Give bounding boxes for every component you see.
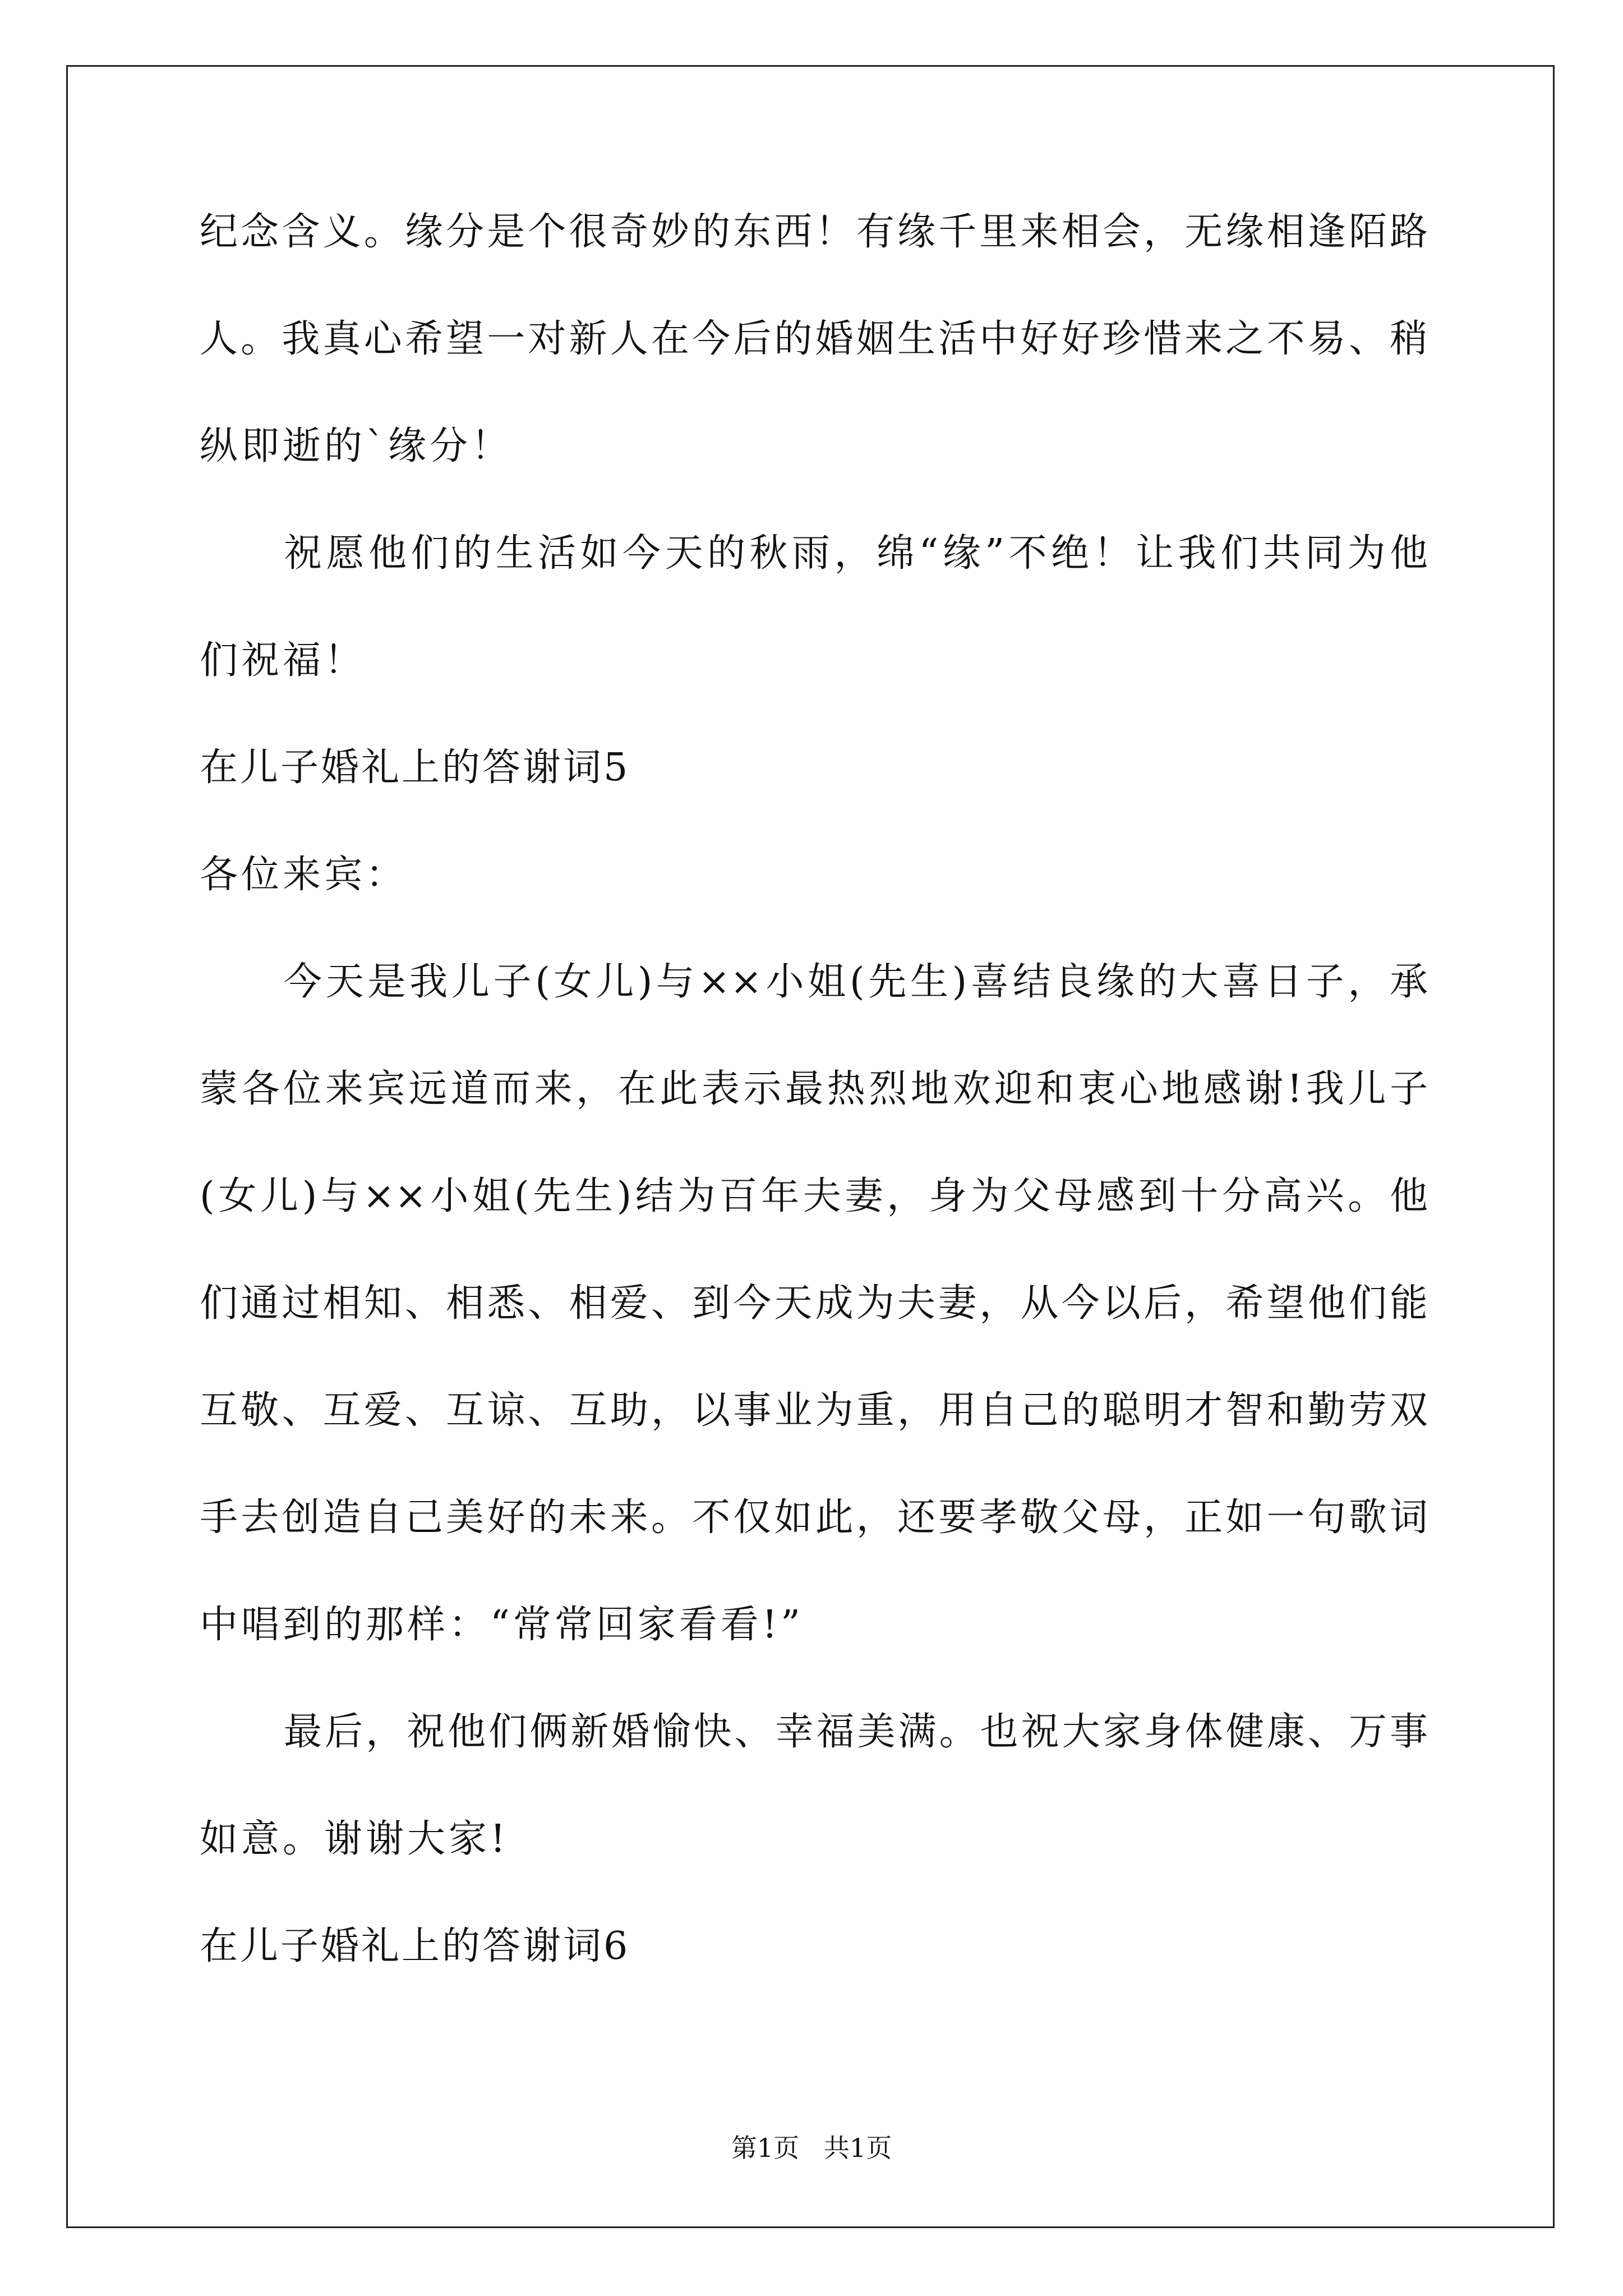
paragraph-line: 如意。谢谢大家! [200, 1817, 509, 1861]
paragraph-line: 们祝福！ [200, 638, 366, 683]
paragraph-line: 人。我真心希望一对新人在今后的婚姻生活中好好珍惜来之不易、稍 [200, 317, 1428, 361]
paragraph-line: 祝愿他们的生活如今天的秋雨，绵“缘”不绝！让我们共同为他 [284, 531, 1428, 576]
paragraph-line: 最后，祝他们俩新婚愉快、幸福美满。也祝大家身体健康、万事 [284, 1710, 1428, 1754]
salutation: 各位来宾： [200, 853, 408, 897]
paragraph-line: 手去创造自己美好的未来。不仅如此，还要孝敬父母，正如一句歌词 [200, 1496, 1428, 1540]
paragraph-line: 纪念含义。缘分是个很奇妙的东西！有缘千里来相会，无缘相逢陌路 [200, 210, 1428, 254]
page-number: 第1页 共1页 [731, 2133, 892, 2163]
paragraph-line: 中唱到的那样：“常常回家看看!” [200, 1603, 804, 1647]
section-heading: 在儿子婚礼上的答谢词5 [200, 746, 630, 790]
paragraph-line: 互敬、互爱、互谅、互助，以事业为重，用自己的聪明才智和勤劳双 [200, 1388, 1428, 1433]
paragraph-line: 们通过相知、相悉、相爱、到今天成为夫妻，从今以后，希望他们能 [200, 1281, 1428, 1326]
document-body [200, 210, 1428, 2035]
paragraph-line: 今天是我儿子(女儿)与××小姐(先生)喜结良缘的大喜日子，承 [284, 960, 1428, 1004]
paragraph-line: 蒙各位来宾远道而来，在此表示最热烈地欢迎和衷心地感谢!我儿子 [200, 1067, 1428, 1111]
paragraph-line: (女儿)与××小姐(先生)结为百年夫妻，身为父母感到十分高兴。他 [200, 1174, 1428, 1218]
paragraph-line: 纵即逝的`缘分！ [200, 424, 513, 468]
section-heading: 在儿子婚礼上的答谢词6 [200, 1924, 630, 1968]
